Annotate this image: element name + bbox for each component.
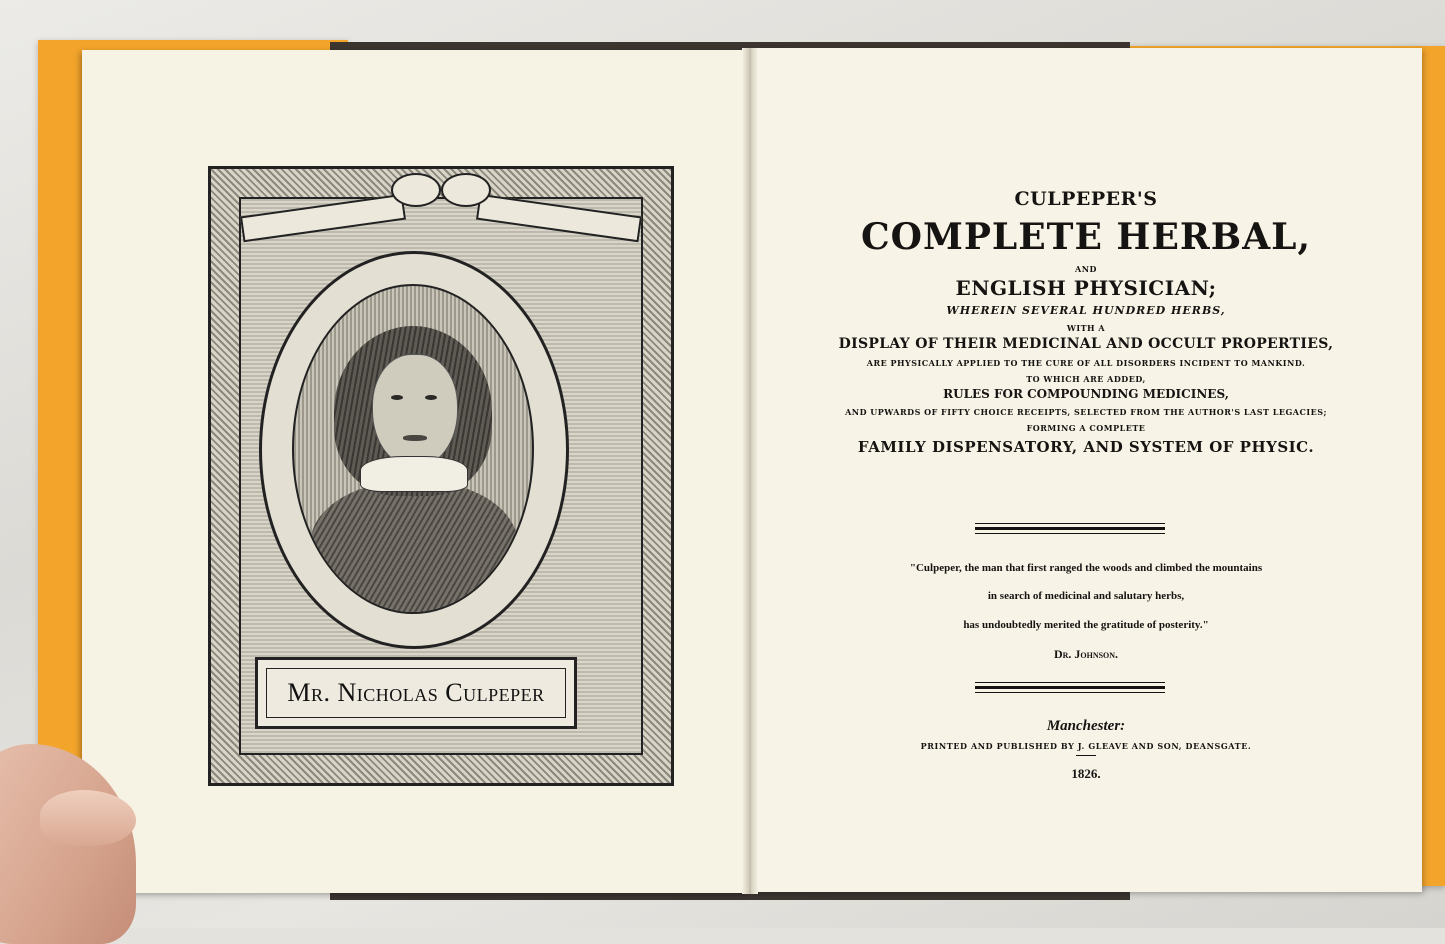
portrait-cloak <box>310 482 518 614</box>
nameplate-text: Mr. Nicholas Culpeper <box>266 668 566 718</box>
zodiac-oval-ring <box>259 251 569 649</box>
title-line-3: AND <box>1075 264 1097 274</box>
title-line-1: CULPEPER'S <box>1014 188 1158 210</box>
ribbon-bow <box>391 165 491 219</box>
year-rule <box>1076 755 1096 756</box>
portrait-oval <box>292 284 534 614</box>
imprint-block <box>750 718 1422 782</box>
title-line-6: WITH A <box>1066 323 1106 333</box>
quote-line-2: in search of medicinal and salutary herbs, <box>987 590 1185 602</box>
portrait-nameplate <box>255 657 577 729</box>
quote-line-1: "Culpeper, the man that first ranged the woods and climbed the mountains <box>909 562 1263 574</box>
title-line-2: COMPLETE HERBAL, <box>860 216 1312 258</box>
title-line-9: TO WHICH ARE ADDED, <box>1026 374 1146 384</box>
portrait-collar <box>360 456 468 492</box>
title-line-12: FORMING A COMPLETE <box>1026 423 1146 433</box>
portrait-mouth <box>403 435 427 441</box>
title-line-13: FAMILY DISPENSATORY, AND SYSTEM OF PHYSIC. <box>857 438 1315 456</box>
title-line-7: DISPLAY OF THEIR MEDICINAL AND OCCULT PROPERTIES, <box>838 336 1334 352</box>
quote-line-3: has undoubtedly merited the gratitude of posterity." <box>963 619 1209 631</box>
imprint-city: Manchester: <box>1046 718 1126 734</box>
divider-rule-bottom <box>975 686 1165 689</box>
portrait-eye-left <box>391 395 403 400</box>
divider-rule-top <box>975 527 1165 530</box>
title-line-5: WHEREIN SEVERAL HUNDRED HERBS, <box>946 304 1226 317</box>
title-page-text <box>750 180 1422 456</box>
title-line-8: ARE PHYSICALLY APPLIED TO THE CURE OF ALL DISORDERS INCIDENT TO MANKIND. <box>866 358 1306 368</box>
title-line-11: AND UPWARDS OF FIFTY CHOICE RECEIPTS, SELECTED FROM THE AUTHOR'S LAST LEGACIES; <box>845 407 1327 417</box>
portrait-engraving <box>208 166 674 786</box>
portrait-eye-right <box>425 395 437 400</box>
imprint-year: 1826. <box>1071 766 1101 781</box>
quote-author: Dr. Johnson. <box>1053 647 1119 661</box>
imprint-publisher: PRINTED AND PUBLISHED BY J. GLEAVE AND SON, DEANSGATE. <box>920 741 1252 751</box>
title-line-4: ENGLISH PHYSICIAN; <box>955 276 1217 300</box>
portrait-face <box>372 354 458 468</box>
title-line-10: RULES FOR COMPOUNDING MEDICINES, <box>943 387 1229 401</box>
